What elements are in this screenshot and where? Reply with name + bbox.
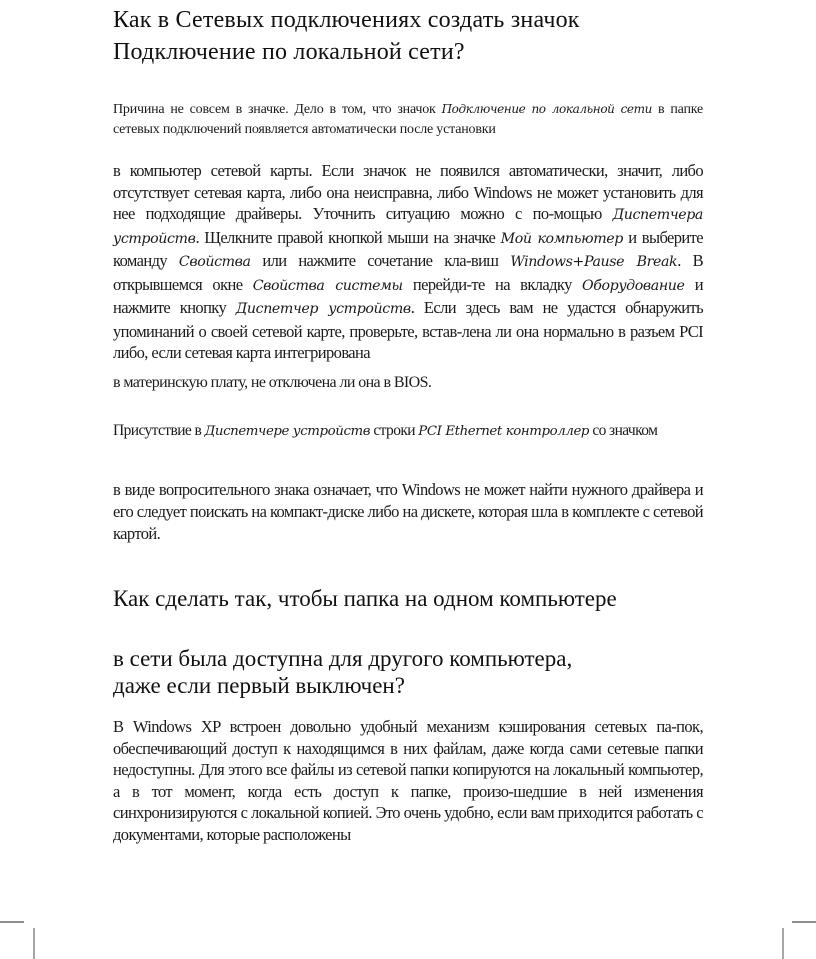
ui-term: Диспетчера устройств [113, 207, 703, 247]
ui-term: Подключение по локальной сети [441, 102, 653, 116]
intro-paragraph [113, 99, 703, 140]
ui-term: PCI Ethernet контроллер [418, 424, 590, 439]
text-run: в компьютер сетевой карты. Если значок не появился автоматически, значит, либо отсутствует сетевая карта, либо она неисправна, либо Windows не может установить для нее подходящие драйверы. Уточнить ситуацию можно с по-мощью [113, 161, 703, 223]
page-title-line-2: Подключение по локальной сети? [113, 39, 465, 65]
ui-term: Свойства [178, 254, 251, 270]
body-paragraph-caching: В Windows XP встроен довольно удобный механизм кэширования сетевых па-пок, обеспечивающий доступ к находящимся в них файлам, даже когда сами сетевые папки недоступны. Для этого все файлы из сетевой папки копируются на локальный компьютер, а в тот момент, когда есть доступ к папке, произо-шедшие в ней изменения синхронизируются с локальной копией. Это очень удобно, если вам приходится работать с документами, которые расположены [113, 717, 703, 844]
text-run: со значком [589, 422, 658, 439]
ui-term: Диспетчере устройств [204, 424, 371, 439]
ui-term: Диспетчер устройств [235, 301, 411, 317]
text-run: в папке сетевых подключений появляется автоматически после установки [113, 102, 704, 137]
ui-term: Мой компьютер [500, 230, 623, 247]
ui-term: Windows+Pause Break [510, 254, 678, 270]
ui-term: Оборудование [582, 277, 685, 294]
text-run: . В открывшемся окне [113, 251, 703, 294]
crop-mark-bottom-left-vertical [33, 928, 35, 959]
subheading-shared-folder: Как сделать так, чтобы папка на одном компьютере [113, 586, 617, 611]
subheading-shared-folder-continued [113, 645, 703, 699]
ui-term: Свойства системы [252, 277, 403, 294]
crop-mark-bottom-right-horizontal [792, 921, 816, 923]
body-paragraph-bios: в материнскую плату, не отключена ли она в BIOS. [113, 374, 432, 391]
crop-mark-bottom-right-vertical [782, 928, 784, 959]
subheading-line-1: в сети была доступна для другого компьютера, [113, 646, 573, 671]
body-paragraph-question-mark: в виде вопросительного знака означает, что Windows не может найти нужного драйвера и его следует поискать на компакт-диске либо на дискете, которая шла в комплекте с сетевой картой. [113, 480, 703, 543]
text-run: и выберите команду [113, 227, 703, 270]
text-run: . Щелкните правой кнопкой мыши на значке [195, 227, 501, 247]
page-title [113, 4, 703, 68]
crop-mark-bottom-left-horizontal [0, 921, 24, 923]
text-run: Причина не совсем в значке. Дело в том, что значок [113, 102, 442, 117]
subheading-line-2: даже если первый выключен? [113, 673, 405, 698]
page-title-line-1: Как в Сетевых подключениях создать значок [113, 7, 580, 33]
text-run: . Если здесь вам не удастся обнаружить упоминаний о своей сетевой карте, проверьте, встав-лена ли она нормально в разъем PCI либо, если сетевая карта интегрирована [113, 298, 703, 362]
text-run: перейди-те на вкладку [402, 274, 583, 294]
text-run: и нажмите кнопку [113, 274, 703, 317]
text-run: или нажмите сочетание кла-виш [250, 251, 511, 270]
text-run: Присутствие в [113, 422, 205, 439]
body-paragraph-network-card [113, 160, 703, 364]
body-paragraph-device-manager [113, 420, 703, 443]
text-run: строки [370, 422, 419, 439]
